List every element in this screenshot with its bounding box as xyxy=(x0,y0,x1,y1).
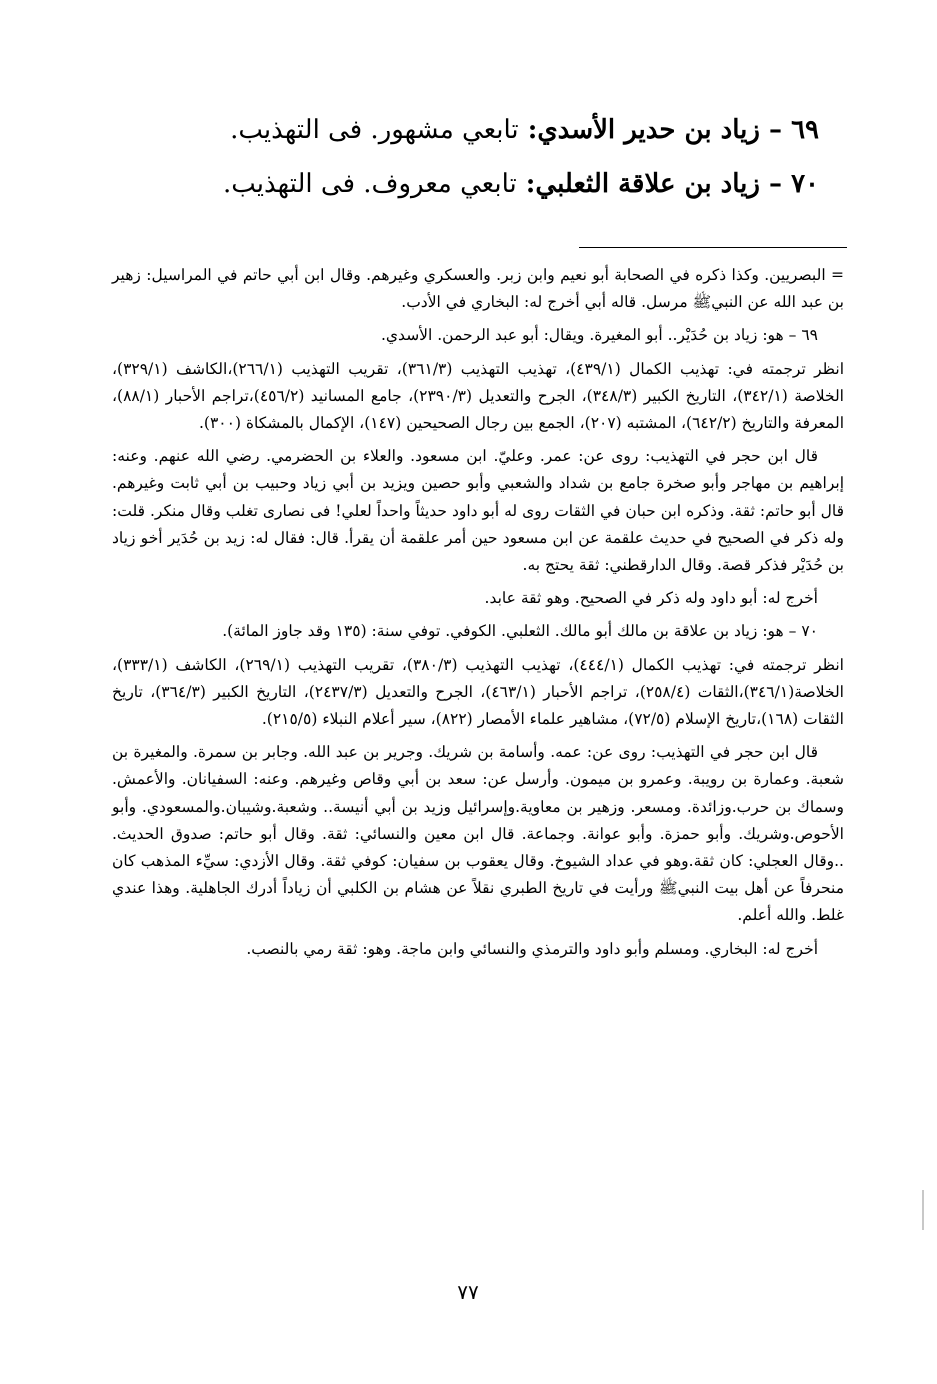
footnote-69-ibn-hajar: قال ابن حجر في التهذيب: روى عن: عمر. وعليّ. ابن مسعود. والعلاء بن الحضرمي. رضي الله عنهم. وعنه: إبراهيم بن مهاجر وأبو صخرة جامع بن شداد والشعبي وأبو حصين ويزيد بن أبي زياد وحبيب بن أبي ثابت وغيرهم. قال أبو حاتم: ثقة. وذكره ابن حبان في الثقات روى له أبو داود حديثاً واحداً لعلي! فى نصارى تغلب وقال منكر. قلت: وله ذكر في الصحيح في حديث علقمة عن ابن مسعود حين أمر علقمة أن يقرأ. قال: فقال له: زيد بن حُدَير أخو زياد بن حُدَيْر فذكر قصة. وقال الدارقطني: ثقة يحتج به. xyxy=(112,447,844,575)
footnote-69-references: انظر ترجمته في: تهذيب الكمال (٤٣٩/١)، تهذيب التهذيب (٣٦١/٣)، تقريب التهذيب (٢٦٦/١)،الكاشف (٣٢٩/١)، الخلاصة (٣٤٢/١)، التاريخ الكبير (٣٤٨/٣)، الجرح والتعديل (٢٣٩٠/٣)، جامع المسانيد (٤٥٦/٢)،تراجم الأحبار (٨٨/١)، المعرفة والتاريخ (٦٤٢/٢)، المشتبه (٢٠٧)، الجمع بين رجال الصحيحين (١٤٧)، الإكمال بالمشكاة (٣٠٠). xyxy=(112,359,844,433)
scan-artifact xyxy=(922,1190,924,1230)
footnote-70-references: انظر ترجمته في: تهذيب الكمال (٤٤٤/١)، تهذيب التهذيب (٣٨٠/٣)، تقريب التهذيب (٢٦٩/١)، الكاشف (٣٣٣/١)، الخلاصة(٣٤٦/١)،الثقات (٢٥٨/٤)، تراجم الأحبار (٤٦٣/١)، الجرح والتعديل (٢٤٣٧/٣)، التاريخ الكبير (٣٦٤/٣)، تاريخ الثقات (١٦٨)،تاريخ الإسلام (٧٢/٥)، مشاهير علماء الأمصار (٨٢٢)، سير أعلام النبلاء (٢١٥/٥). xyxy=(112,655,844,729)
footnote-70-intro: ٧٠ – هو: زياد بن علاقة بن مالك أبو مالك. الثعلبي. الكوفي. توفي سنة: (١٣٥ وقد جاوز المائة). xyxy=(222,622,818,641)
entry-number: ٦٩ – xyxy=(769,115,819,145)
footnote-69-outro: أخرج له: أبو داود وله ذكر في الصحيح. وهو ثقة عابد. xyxy=(484,589,818,608)
entry-heading-70 xyxy=(119,164,819,204)
entry-number: ٧٠ – xyxy=(769,169,819,199)
footnote-69-intro: ٦٩ – هو: زياد بن حُدَيْر.. أبو المغيرة. ويقال: أبو عبد الرحمن. الأسدي. xyxy=(381,326,818,345)
entry-name: زياد بن حدير الأسدي: xyxy=(527,115,760,145)
entry-name: زياد بن علاقة الثعلبي: xyxy=(525,169,760,199)
footnote-70-ibn-hajar: قال ابن حجر في التهذيب: روى عن: عمه. وأسامة بن شريك. وجرير بن عبد الله. وجابر بن سمرة. والمغيرة بن شعبة. وعمارة بن رويبة. وعمرو بن ميمون. وأرسل عن: سعد بن أبي وقاص وغيرهم. وعنه: السفيانان. والأعمش. وسماك بن حرب.وزائدة. ومسعر. وزهير بن معاوية.وإسرائيل وزيد بن أبي أنيسة.. وشعبة.وشيبان.والمسعودي. وأبو الأحوص.وشريك. وأبو حمزة. وأبو عوانة. وجماعة. قال ابن معين والنسائي: ثقة. وقال أبو حاتم: صدوق الحديث. ..وقال العجلي: كان ثقة.وهو في عداد الشيوخ. وقال يعقوب بن سفيان: كوفي ثقة. وقال الأزدي: سيِّء المذهب كان منحرفاً عن أهل بيت النبيﷺ ورأيت في تاريخ الطبري نقلاً عن هشام بن الكلبي أن زياداً أدرك الجاهلية. وهذا عندي غلط. والله أعلم. xyxy=(112,743,844,925)
footnote-70-outro: أخرج له: البخاري. ومسلم وأبو داود والترمذي والنسائي وابن ماجة. وهو: ثقة رمي بالنصب. xyxy=(246,939,818,958)
footnote-continuation: = البصريين. وكذا ذكره في الصحابة أبو نعيم وابن زبر. والعسكري وغيرهم. وقال ابن أبي حاتم في المراسيل: زهير بن عبد الله عن النبيﷺ مرسل. قاله أبي أخرج له: البخاري في الأدب. xyxy=(112,266,844,312)
entry-description: تابعي مشهور. فى التهذيب. xyxy=(230,115,519,145)
footnotes xyxy=(112,262,844,969)
entry-description: تابعي معروف. فى التهذيب. xyxy=(222,169,517,199)
footnote-separator xyxy=(579,247,847,248)
entry-heading-69 xyxy=(119,110,819,150)
page-number: ٧٧ xyxy=(457,1280,479,1304)
